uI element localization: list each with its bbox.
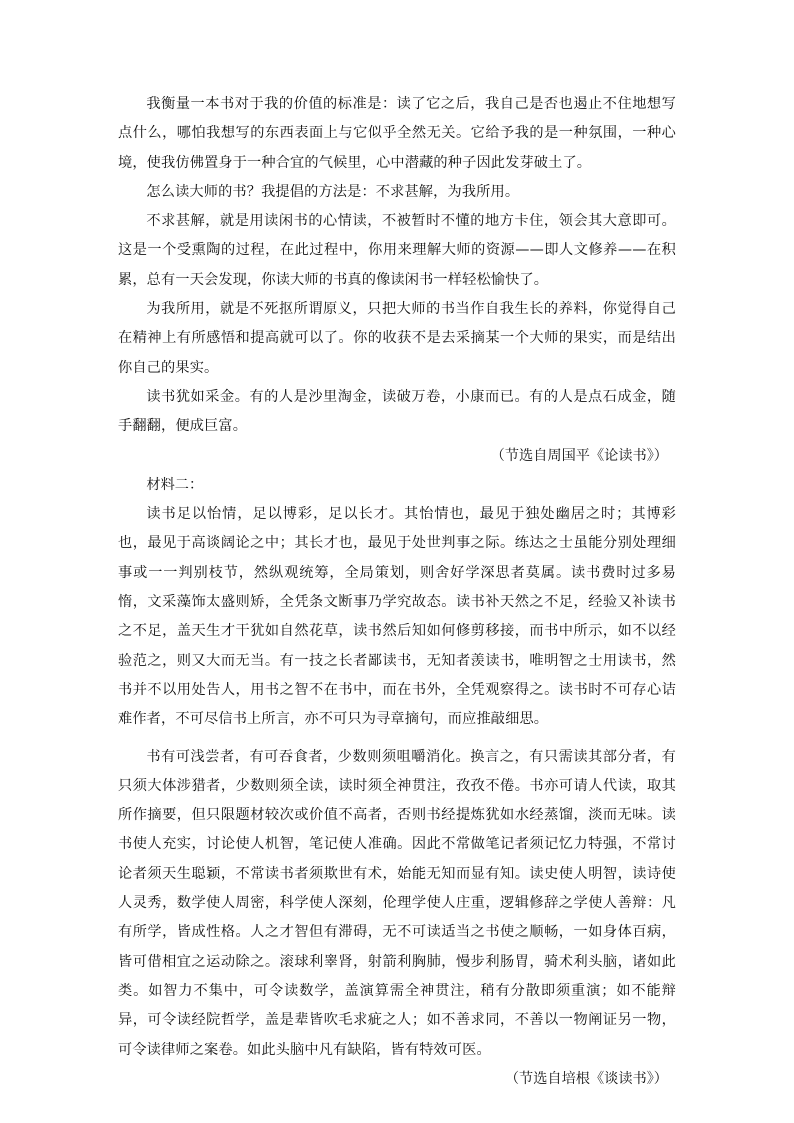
material2-label: 材料二：: [146, 476, 204, 493]
material1-paragraph-2: 怎么读大师的书？我提倡的方法是：不求甚解，为我所用。: [146, 183, 520, 200]
material1-paragraph-1: 我衡量一本书对于我的价值的标准是：读了它之后，我自己是否也遏止不住地想写点什么，哪怕我想写的东西表面上与它似乎全然无关。它给予我的是一种氛围，一种心境，使我仿佛置身于一种合宜的气候里，心中潜藏的种子因此发芽破土了。: [118, 96, 676, 171]
material1-paragraph-3: 不求甚解，就是用读闲书的心情读，不被暂时不懂的地方卡住，领会其大意即可。这是一个受熏陶的过程，在此过程中，你用来理解大师的资源——即人文修养——在积累，总有一天会发现，你读大师的书真的像读闲书一样轻松愉快了。: [118, 213, 676, 288]
material1-paragraph-5: 读书犹如采金。有的人是沙里淘金，读破万卷，小康而已。有的人是点石成金，随手翻翻，便成巨富。: [118, 388, 676, 435]
document-page: [118, 90, 676, 1094]
material2-source: （节选自培根《谈读书》）: [504, 1070, 668, 1087]
paragraph-gap: [118, 735, 676, 743]
material1-source: （节选自周国平《论读书》）: [490, 447, 668, 464]
material2-paragraph-1: 读书足以怡情，足以博彩，足以长才。其怡情也，最见于独处幽居之时；其博彩也，最见于高谈阔论之中；其长才也，最见于处世判事之际。练达之士虽能分别处理细事或一一判别枝节，然纵观统筹，全局策划，则舍好学深思者莫属。读书费时过多易惰，文采藻饰太盛则矫，全凭条文断事乃学究故态。读书补天然之不足，经验又补读书之不足，盖天生才干犹如自然花草，读书然后知如何修剪移接，而书中所示，如不以经验范之，则又大而无当。有一技之长者鄙读书，无知者羡读书，唯明智之士用读书，然书并不以用处告人，用书之智不在书中，而在书外，全凭观察得之。读书时不可存心诘难作者，不可尽信书上所言，亦不可只为寻章摘句，而应推敲细思。: [118, 506, 676, 728]
material1-paragraph-4: 为我所用，就是不死抠所谓原义，只把大师的书当作自我生长的养料，你觉得自己在精神上有所感悟和提高就可以了。你的收获不是去采摘某一个大师的果实，而是结出你自己的果实。: [118, 301, 676, 376]
material2-paragraph-2: 书有可浅尝者，有可吞食者，少数则须咀嚼消化。换言之，有只需读其部分者，有只须大体涉猎者，少数则须全读，读时须全神贯注，孜孜不倦。书亦可请人代读，取其所作摘要，但只限题材较次或价值不高者，否则书经提炼犹如水经蒸馏，淡而无味。读书使人充实，讨论使人机智，笔记使人准确。因此不常做笔记者须记忆力特强，不常讨论者须天生聪颖，不常读书者须欺世有术，始能无知而显有知。读史使人明智，读诗使人灵秀，数学使人周密，科学使人深刻，伦理学使人庄重，逻辑修辞之学使人善辩：凡有所学，皆成性格。人之才智但有滞碍，无不可读适当之书使之顺畅，一如身体百病，皆可借相宜之运动除之。滚球利睾肾，射箭利胸肺，慢步利肠胃，骑术利头脑，诸如此类。如智力不集中，可令读数学，盖演算需全神贯注，稍有分散即须重演；如不能辩异，可令读经院哲学，盖是辈皆吹毛求疵之人；如不善求同，不善以一物阐证另一物，可令读律师之案卷。如此头脑中凡有缺陷，皆有特效可医。: [118, 748, 676, 1058]
